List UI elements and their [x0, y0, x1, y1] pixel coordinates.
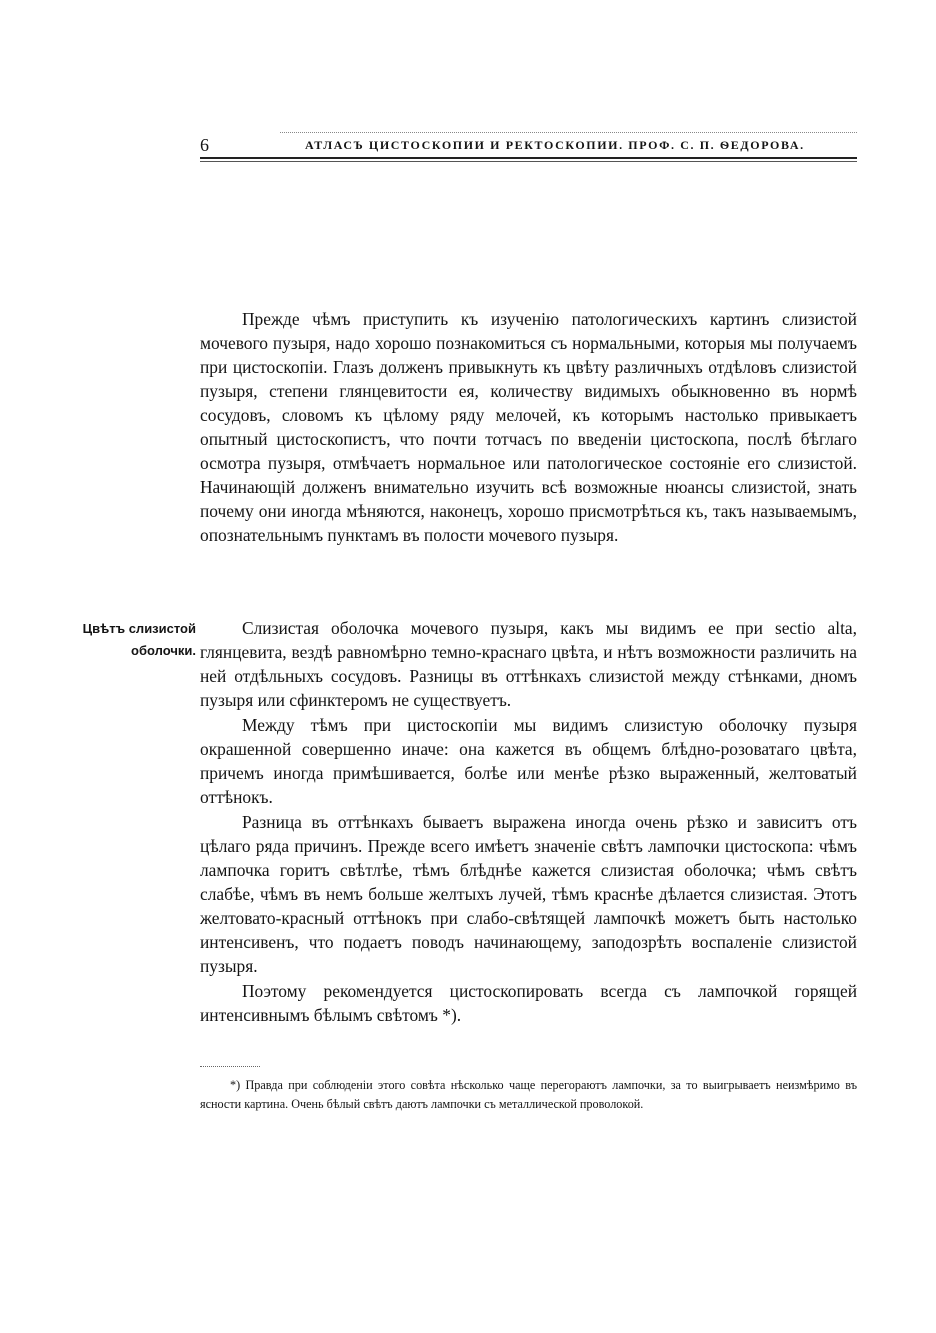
paragraph-cystoscopy-color: Между тѣмъ при цистоскопіи мы видимъ слизистую оболочку пузыря окрашенной совершенно иначе: она кажется въ общемъ блѣдно-розоватаго цвѣта, причемъ иногда примѣшивается, болѣе или менѣе рѣзко выраженный, желтоватый оттѣнокъ.	[200, 715, 857, 807]
header-rule-top	[280, 132, 857, 133]
page-number: 6	[200, 135, 209, 155]
header-rule-thin	[200, 161, 857, 162]
page-header	[200, 130, 857, 164]
paragraph-shade-differences: Разница въ оттѣнкахъ бываетъ выражена иногда очень рѣзко и зависитъ отъ цѣлаго ряда причинъ. Прежде всего имѣетъ значеніе свѣтъ лампочки цистоскопа: чѣмъ лампочка горитъ свѣтлѣе, тѣмъ блѣднѣе кажется слизистая оболочка; чѣмъ свѣтъ слабѣе, чѣмъ въ немъ больше желтыхъ лучей, тѣмъ краснѣе дѣлается слизистая. Этотъ желтовато-красный оттѣнокъ при слабо-свѣтящей лампочкѣ можетъ быть настолько интенсивенъ, что подаетъ поводъ начинающему, заподозрѣть воспаленіе слизистой пузыря.	[200, 812, 857, 976]
footnote-rule	[200, 1066, 260, 1067]
mucosa-color-section	[200, 616, 857, 1027]
running-title: АТЛАСЪ ЦИСТОСКОПИИ И РЕКТОСКОПИИ. ПРОФ. С. П. ѲЕДОРОВА.	[305, 138, 805, 152]
paragraph-recommendation: Поэтому рекомендуется цистоскопировать всегда съ лампочкой горящей интенсивнымъ бѣлымъ свѣтомъ *).	[200, 981, 857, 1025]
paragraph-sectio-alta: Слизистая оболочка мочевого пузыря, какъ мы видимъ ее при sectio alta, глянцевита, вездѣ равномѣрно темно-краснаго цвѣта, и нѣтъ возможности различить на ней отдѣльныхъ сосудовъ. Разницы въ оттѣнкахъ слизистой между стѣнками, дномъ пузыря или сфинктеромъ не существуетъ.	[200, 618, 857, 710]
intro-block	[200, 307, 857, 547]
margin-heading: Цвѣтъ слизистой оболочки.	[82, 621, 196, 658]
header-rule	[200, 157, 857, 159]
paragraph-intro: Прежде чѣмъ приступить къ изученію патологическихъ картинъ слизистой мочевого пузыря, надо хорошо познакомиться съ нормальными, которыя мы получаемъ при цистоскопіи. Глазъ долженъ привыкнуть къ цвѣту различныхъ отдѣловъ слизистой пузыря, степени глянцевитости ея, количеству видимыхъ обыкновенно въ нормѣ сосудовъ, словомъ къ цѣлому ряду мелочей, къ которымъ настолько привыкаетъ опытный цистоскопистъ, что почти тотчасъ по введеніи цистоскопа, послѣ бѣглаго осмотра пузыря, отмѣчаетъ нормальное или патологическое состояніе его слизистой. Начинающій долженъ внимательно изучить всѣ возможные нюансы слизистой, знать почему они иногда мѣняются, наконецъ, хорошо присмотрѣться къ, такъ называемымъ, опознательнымъ пунктамъ въ полости мочевого пузыря.	[200, 309, 857, 545]
footnote: *) Правда при соблюденіи этого совѣта нѣсколько чаще перегораютъ лампочки, за то выигрываетъ неизмѣримо въ ясности картина. Очень бѣлый свѣтъ даютъ лампочки съ металлической проволокой.	[200, 1078, 857, 1111]
